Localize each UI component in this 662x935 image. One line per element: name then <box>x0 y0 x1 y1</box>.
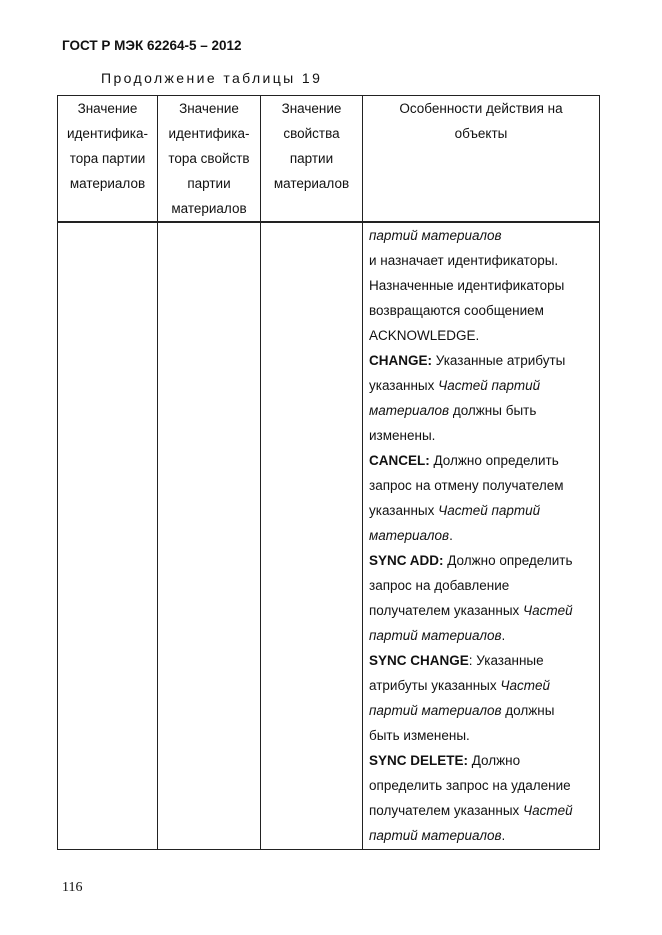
text-line <box>369 348 599 373</box>
text-line <box>369 448 599 473</box>
text-line <box>369 748 599 773</box>
text-run: Частей партий <box>438 378 541 393</box>
action-keyword: CHANGE: <box>369 353 432 368</box>
text-run: запрос на добавление <box>369 578 510 593</box>
document-code: ГОСТ Р МЭК 62264-5 – 2012 <box>62 38 242 53</box>
header-line: партии <box>289 151 334 166</box>
text-run: партий материалов <box>369 228 502 243</box>
text-line <box>369 298 599 323</box>
header-line: материалов <box>171 201 247 216</box>
header-line: объекты <box>454 126 508 141</box>
table-continuation-caption: Продолжение таблицы 19 <box>101 70 323 86</box>
text-line <box>369 798 599 823</box>
table-19 <box>57 95 600 850</box>
text-run: материалов <box>369 528 450 543</box>
text-run: . <box>449 528 453 543</box>
text-run: партий материалов <box>369 703 502 718</box>
text-run: запрос на отмену получателем <box>369 478 564 493</box>
text-line <box>369 548 599 573</box>
text-run: изменены. <box>369 428 436 443</box>
action-keyword: SYNC CHANGE <box>369 653 469 668</box>
text-line <box>369 773 599 798</box>
text-run: получателем указанных <box>369 803 524 818</box>
text-run: Должно определить <box>429 453 559 468</box>
header-action-features <box>363 96 600 223</box>
cell-action-features <box>363 222 600 850</box>
text-line <box>369 698 599 723</box>
text-line <box>369 473 599 498</box>
text-run: указанных <box>369 503 439 518</box>
text-run: определить запрос на удаление <box>369 778 571 793</box>
header-line: Особенности действия на <box>399 101 563 116</box>
text-line <box>369 248 599 273</box>
text-line <box>369 323 599 348</box>
header-line: Значение <box>281 101 342 116</box>
text-run: должны быть <box>449 403 537 418</box>
text-line <box>369 673 599 698</box>
text-line <box>369 823 599 848</box>
text-line <box>369 273 599 298</box>
table-row <box>58 222 600 850</box>
text-run: . <box>501 628 506 643</box>
text-line <box>369 498 599 523</box>
text-run: Назначенные идентификаторы <box>369 278 565 293</box>
text-run: должны <box>501 703 555 718</box>
text-run: Должно <box>468 753 521 768</box>
header-line: Значение <box>179 101 239 116</box>
text-run: Частей <box>523 603 573 618</box>
cell-batch-property-id-value <box>158 222 261 850</box>
text-line <box>369 648 599 673</box>
header-batch-property-id-value <box>158 96 261 223</box>
text-line <box>369 223 599 248</box>
text-run: получателем указанных <box>369 603 524 618</box>
text-line <box>369 423 599 448</box>
text-run: Частей <box>500 678 551 693</box>
text-run: партий материалов <box>369 828 502 843</box>
header-line: тора партии <box>69 151 146 166</box>
text-line <box>369 398 599 423</box>
cell-batch-property-value <box>261 222 363 850</box>
text-run: . <box>501 828 506 843</box>
header-line: материалов <box>273 176 350 191</box>
text-run: указанных <box>369 378 439 393</box>
text-run: Указанные атрибуты <box>432 353 566 368</box>
page-number: 116 <box>62 880 83 895</box>
text-line <box>369 598 599 623</box>
text-line <box>369 723 599 748</box>
header-line: идентифика- <box>67 126 148 141</box>
text-run: Частей партий <box>438 503 541 518</box>
header-line: Значение <box>77 101 138 116</box>
text-line <box>369 523 599 548</box>
text-run: быть изменены. <box>369 728 470 743</box>
header-line: идентифика- <box>168 126 250 141</box>
text-run: атрибуты указанных <box>369 678 501 693</box>
text-run: и назначает идентификаторы. <box>369 253 559 268</box>
text-run: партий материалов <box>369 628 502 643</box>
text-run: Частей <box>523 803 573 818</box>
header-line: материалов <box>69 176 146 191</box>
cell-batch-id-value <box>58 222 158 850</box>
text-line <box>369 373 599 398</box>
text-line <box>369 573 599 598</box>
text-run: Должно определить <box>443 553 573 568</box>
text-run: материалов <box>369 403 450 418</box>
text-run: возвращаются сообщением <box>369 303 544 318</box>
header-line: свойства <box>283 126 340 141</box>
header-line: партии <box>187 176 231 191</box>
header-line: тора свойств <box>168 151 250 166</box>
action-keyword: CANCEL: <box>369 453 430 468</box>
action-keyword: SYNC ADD: <box>369 553 444 568</box>
table-header-row <box>58 96 600 223</box>
text-run: ACKNOWLEDGE. <box>369 328 480 343</box>
header-batch-id-value <box>58 96 158 223</box>
header-batch-property-value <box>261 96 363 223</box>
action-keyword: SYNC DELETE: <box>369 753 469 768</box>
text-line <box>369 623 599 648</box>
text-run: : Указанные <box>468 653 544 668</box>
